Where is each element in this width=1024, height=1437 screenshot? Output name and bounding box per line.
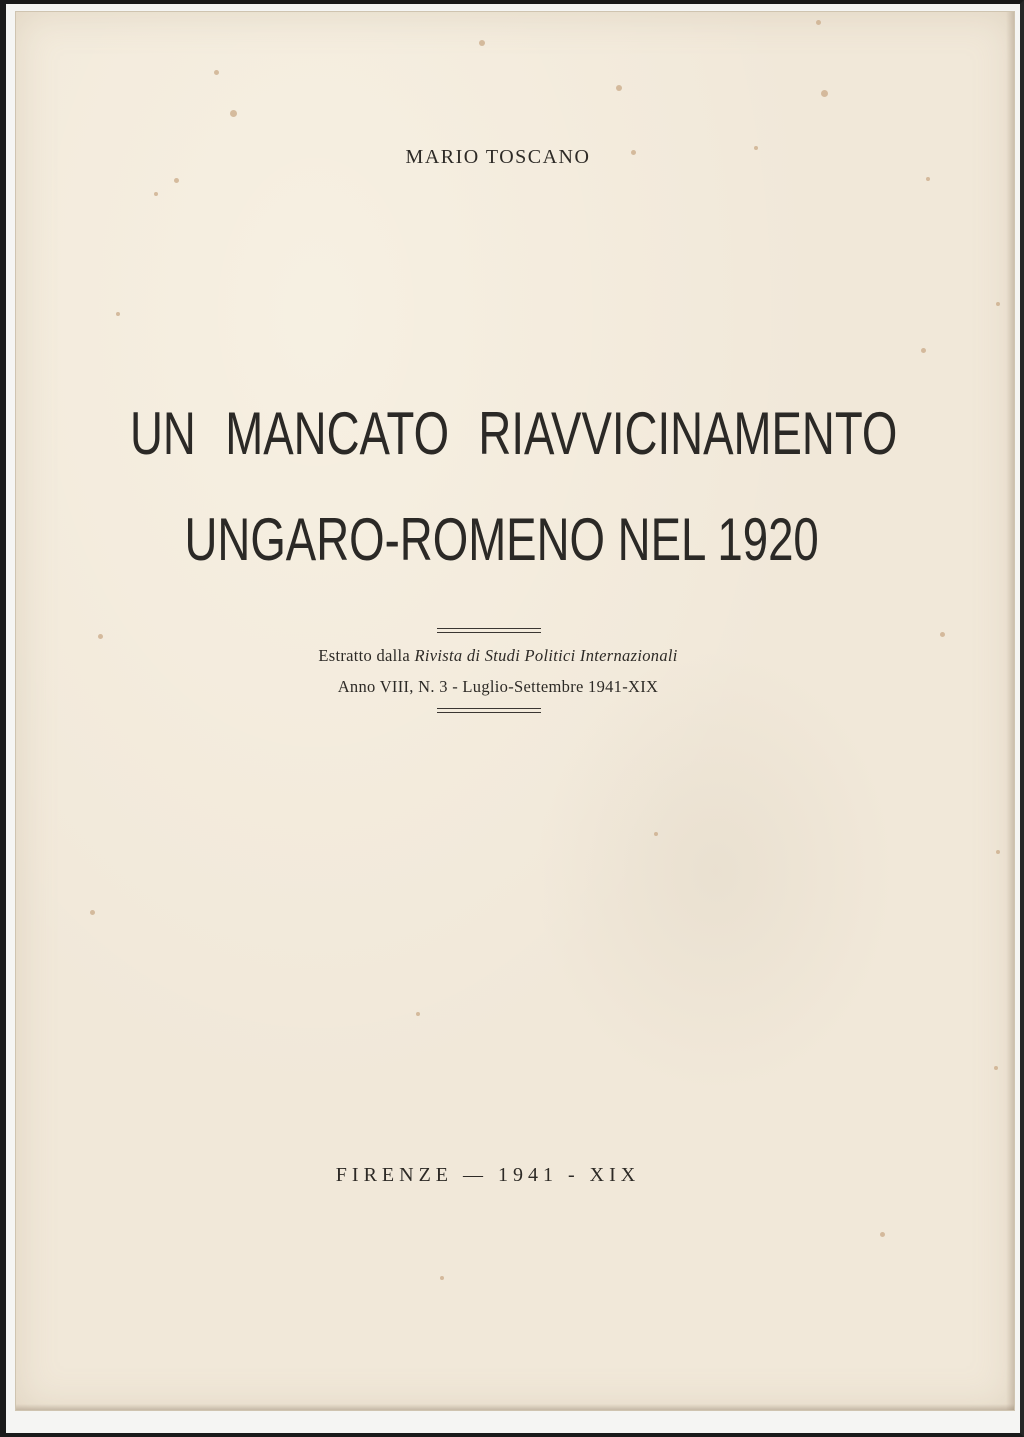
foxing-spot xyxy=(996,850,1000,854)
foxing-spot xyxy=(416,1012,420,1016)
foxing-spot xyxy=(479,40,485,46)
foxing-spot xyxy=(154,192,158,196)
title-line-1: UN MANCATO RIAVVICINAMENTO xyxy=(130,400,898,467)
foxing-spot xyxy=(996,302,1000,306)
double-rule-bottom xyxy=(437,708,541,713)
foxing-spot xyxy=(440,1276,444,1280)
foxing-spot xyxy=(174,178,179,183)
foxing-spot xyxy=(616,85,622,91)
foxing-spot xyxy=(116,312,120,316)
foxing-spot xyxy=(214,70,219,75)
foxing-spot xyxy=(821,90,828,97)
issue-line: Anno VIII, N. 3 - Luglio-Settembre 1941-XIX xyxy=(337,677,659,696)
foxing-spot xyxy=(921,348,926,353)
imprint: FIRENZE — 1941 - XIX xyxy=(335,1164,641,1186)
cover-edge-shadow xyxy=(1006,12,1014,1410)
foxing-spot xyxy=(880,1232,885,1237)
foxing-spot xyxy=(926,177,930,181)
foxing-spot xyxy=(98,634,103,639)
pamphlet-cover xyxy=(16,12,1014,1410)
double-rule-top xyxy=(437,628,541,633)
author-name: MARIO TOSCANO xyxy=(405,146,591,168)
foxing-spot xyxy=(654,832,658,836)
foxing-spot xyxy=(90,910,95,915)
foxing-spot xyxy=(816,20,821,25)
foxing-spot xyxy=(994,1066,998,1070)
source-line xyxy=(16,646,980,666)
foxing-spot xyxy=(940,632,945,637)
journal-name: Rivista di Studi Politici Internazionali xyxy=(414,646,678,665)
cover-edge-shadow xyxy=(16,1404,1014,1410)
title-line-2: UNGARO-ROMENO NEL 1920 xyxy=(184,506,819,573)
foxing-spot xyxy=(230,110,237,117)
source-prefix: Estratto dalla xyxy=(318,646,415,665)
